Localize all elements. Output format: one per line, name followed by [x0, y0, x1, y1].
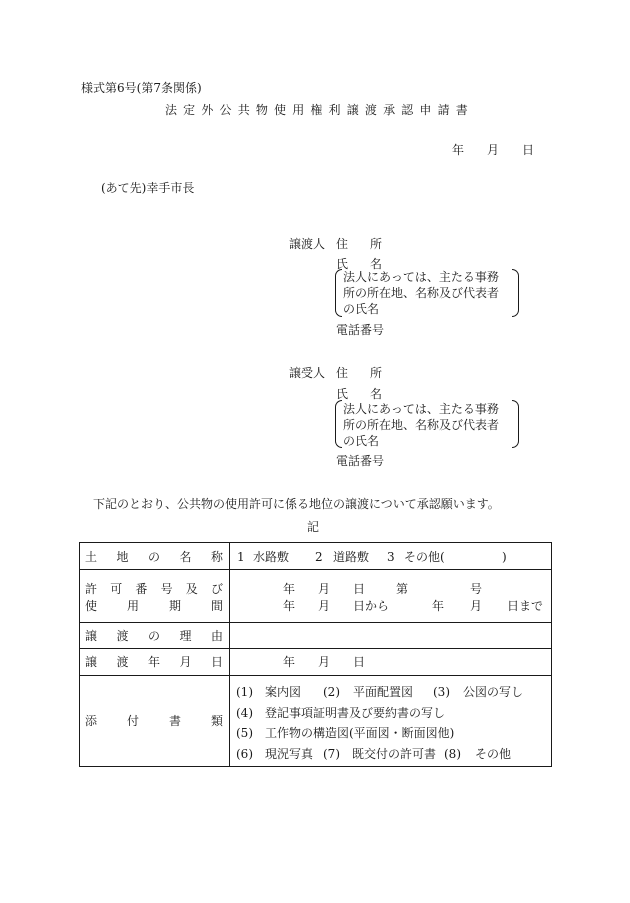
assignor-note-line2: 所の所在地、名称及び代表者 [343, 286, 500, 300]
period-end-year: 年 [432, 599, 445, 613]
assignor-bracket-right [512, 269, 519, 317]
attachment-1-number: (1) [236, 685, 253, 699]
table-row-divider [79, 622, 552, 623]
ki-label: 記 [307, 520, 320, 534]
assignee-address-label: 住 所 [336, 366, 382, 380]
land-name-label: 土 地 の 名 称 [85, 550, 223, 564]
attachment-5-number: (5) [236, 726, 253, 740]
attachments-label: 添 付 書 類 [85, 714, 223, 728]
form-number: 様式第6号(第7条関係) [81, 81, 202, 95]
permit-month: 月 [318, 582, 331, 596]
land-option-3-close: ) [502, 550, 507, 564]
attachment-5: 工作物の構造図(平面図・断面図他) [265, 726, 455, 740]
reason-label: 譲 渡 の 理 由 [85, 629, 223, 643]
attachment-6-number: (6) [236, 747, 253, 761]
transfer-date-month: 月 [318, 655, 331, 669]
date-month-label: 月 [487, 143, 500, 157]
assignor-name-label: 氏 名 [336, 257, 382, 271]
date-day-label: 日 [522, 143, 535, 157]
permit-day: 日 [353, 582, 366, 596]
transfer-date-day: 日 [353, 655, 366, 669]
assignee-role-label: 譲受人 [289, 366, 326, 380]
permit-year: 年 [283, 582, 296, 596]
period-start-month: 月 [318, 599, 331, 613]
attachment-4-number: (4) [236, 706, 253, 720]
assignor-bracket-left [335, 269, 342, 317]
assignee-bracket-left [335, 400, 342, 448]
attachment-4: 登記事項証明書及び要約書の写し [265, 706, 446, 720]
transfer-date-label: 譲 渡 年 月 日 [85, 655, 223, 669]
attachment-1: 案内図 [265, 685, 302, 699]
period-start-day: 日から [353, 599, 390, 613]
attachment-2-number: (2) [323, 685, 340, 699]
permit-label-line2: 使 用 期 間 [85, 599, 223, 613]
attachment-7: 既交付の許可書 [352, 747, 437, 761]
attachment-8-number: (8) [444, 747, 461, 761]
assignee-phone-label: 電話番号 [336, 454, 385, 468]
attachment-3: 公図の写し [463, 685, 524, 699]
land-option-3: その他( [404, 550, 445, 564]
table-column-divider [229, 542, 230, 767]
date-year-label: 年 [452, 143, 465, 157]
assignor-note-line3: の氏名 [343, 302, 380, 316]
assignee-name-label: 氏 名 [336, 387, 382, 401]
land-option-2-number: 2 [315, 550, 323, 564]
attachment-3-number: (3) [433, 685, 450, 699]
table-row-divider [79, 675, 552, 676]
addressee: (あて先)幸手市長 [101, 181, 195, 195]
land-option-3-number: 3 [387, 550, 395, 564]
transfer-date-year: 年 [283, 655, 296, 669]
period-end-day: 日まで [507, 599, 544, 613]
assignor-phone-label: 電話番号 [336, 323, 385, 337]
assignor-address-label: 住 所 [336, 237, 382, 251]
land-option-1-number: 1 [237, 550, 245, 564]
attachment-6: 現況写真 [265, 747, 314, 761]
permit-dai: 第 [396, 582, 409, 596]
intro-text: 下記のとおり、公共物の使用許可に係る地位の譲渡について承認願います。 [93, 497, 500, 511]
table-row-divider [79, 569, 552, 570]
assignee-note-line3: の氏名 [343, 434, 380, 448]
attachment-2: 平面配置図 [353, 685, 414, 699]
assignee-note-line1: 法人にあっては、主たる事務 [343, 402, 499, 416]
permit-label-line1: 許 可 番 号 及 び [85, 582, 223, 596]
assignor-role-label: 譲渡人 [289, 237, 326, 251]
permit-go: 号 [470, 582, 483, 596]
table-row-divider [79, 648, 552, 649]
assignee-bracket-right [512, 400, 519, 448]
assignee-note-line2: 所の所在地、名称及び代表者 [343, 418, 500, 432]
period-end-month: 月 [470, 599, 483, 613]
attachment-7-number: (7) [323, 747, 340, 761]
land-option-1: 水路敷 [253, 550, 290, 564]
assignor-note-line1: 法人にあっては、主たる事務 [343, 270, 499, 284]
attachment-8: その他 [475, 747, 512, 761]
document-title: 法 定 外 公 共 物 使 用 権 利 譲 渡 承 認 申 請 書 [165, 103, 468, 117]
period-start-year: 年 [283, 599, 296, 613]
land-option-2: 道路敷 [333, 550, 370, 564]
